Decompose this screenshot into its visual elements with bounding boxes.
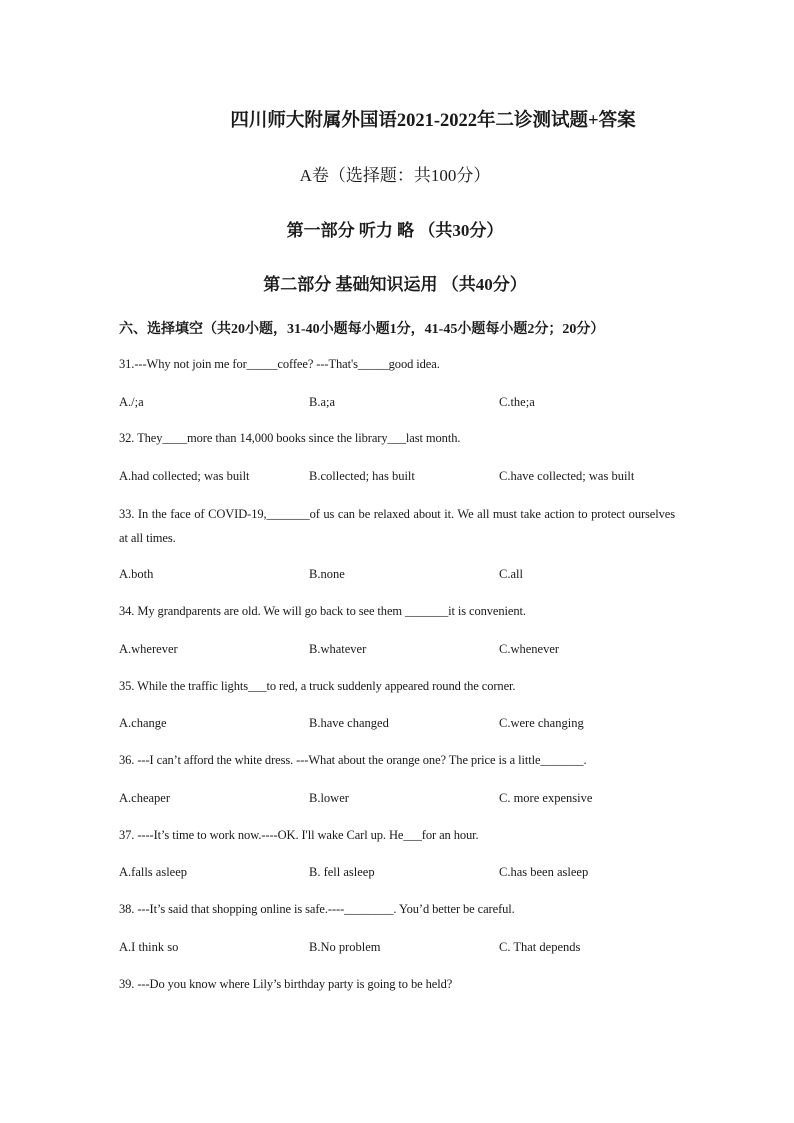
document-title: 四川师大附属外国语2021-2022年二诊测试题+答案 bbox=[230, 111, 636, 131]
option-c: C.the;a bbox=[499, 395, 535, 409]
option-b: B.whatever bbox=[309, 642, 367, 656]
question-32: 32. They____more than 14,000 books since the library___last month. bbox=[119, 431, 461, 445]
option-b: B. fell asleep bbox=[309, 865, 375, 879]
question-34-options bbox=[119, 642, 679, 660]
option-a: A.both bbox=[119, 567, 154, 581]
question-38: 38. ---It’s said that shopping online is safe.----________. You’d better be careful. bbox=[119, 902, 515, 916]
question-31: 31.---Why not join me for_____coffee? ---That's_____good idea. bbox=[119, 357, 440, 371]
question-38-options bbox=[119, 940, 679, 958]
question-36-options bbox=[119, 791, 679, 809]
option-b: B.lower bbox=[309, 791, 349, 805]
question-33-options bbox=[119, 567, 679, 585]
part-two-heading: 第二部分 基础知识运用 （共40分） bbox=[263, 275, 527, 294]
question-39: 39. ---Do you know where Lily’s birthday party is going to be held? bbox=[119, 977, 453, 991]
question-37: 37. ----It’s time to work now.----OK. I'll wake Carl up. He___for an hour. bbox=[119, 828, 479, 842]
option-c: C.all bbox=[499, 567, 523, 581]
option-c: C. That depends bbox=[499, 940, 581, 954]
option-c: C. more expensive bbox=[499, 791, 593, 805]
question-34: 34. My grandparents are old. We will go back to see them _______it is convenient. bbox=[119, 604, 526, 618]
option-a: A.I think so bbox=[119, 940, 179, 954]
paper-a-heading: A卷（选择题：共100分） bbox=[299, 166, 491, 185]
option-c: C.whenever bbox=[499, 642, 560, 656]
question-37-options bbox=[119, 865, 679, 883]
question-35: 35. While the traffic lights___to red, a truck suddenly appeared round the corner. bbox=[119, 679, 516, 693]
option-a: A.cheaper bbox=[119, 791, 171, 805]
question-33: 33. In the face of COVID-19,_______of us can be relaxed about it. We all must take action to protect ourselves at all times. bbox=[119, 507, 675, 545]
question-36: 36. ---I can’t afford the white dress. ---What about the orange one? The price is a little_______. bbox=[119, 753, 587, 767]
option-c: C.have collected; was built bbox=[499, 469, 635, 483]
section-six-heading: 六、选择填空（共20小题，31-40小题每小题1分，41-45小题每小题2分；20分） bbox=[119, 322, 605, 337]
option-a: A.wherever bbox=[119, 642, 178, 656]
question-32-options bbox=[119, 469, 679, 487]
option-a: A.had collected; was built bbox=[119, 469, 250, 483]
option-a: A.falls asleep bbox=[119, 865, 188, 879]
option-a: A.change bbox=[119, 716, 167, 730]
option-c: C.has been asleep bbox=[499, 865, 589, 879]
question-35-options bbox=[119, 716, 679, 734]
option-b: B.none bbox=[309, 567, 345, 581]
option-b: B.have changed bbox=[309, 716, 389, 730]
option-b: B.No problem bbox=[309, 940, 381, 954]
option-b: B.a;a bbox=[309, 395, 336, 409]
question-31-options bbox=[119, 395, 679, 413]
option-c: C.were changing bbox=[499, 716, 584, 730]
part-one-heading: 第一部分 听力 略 （共30分） bbox=[286, 221, 504, 240]
option-a: A./;a bbox=[119, 395, 144, 409]
option-b: B.collected; has built bbox=[309, 469, 415, 483]
